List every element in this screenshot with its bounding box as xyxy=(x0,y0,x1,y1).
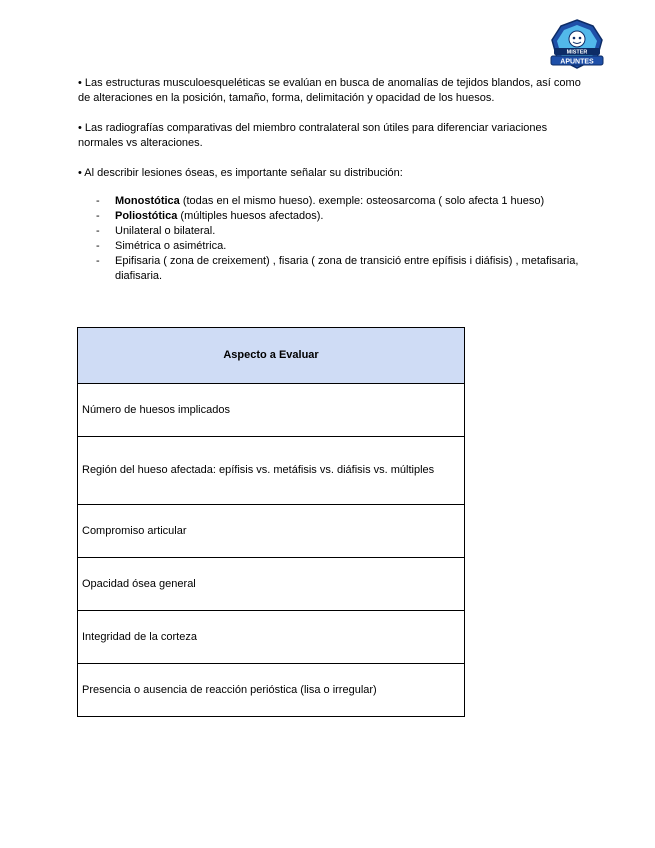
paragraph-musculoskeletal: • Las estructuras musculoesqueléticas se evalúan en busca de anomalías de tejidos blandos, así como de alteraciones en la posición, tamaño, forma, delimitación y opacidad de los huesos. xyxy=(78,77,581,104)
paragraph-comparative-radiographs: • Las radiografías comparativas del miembro contralateral son útiles para diferenciar variaciones normales vs alteraciones. xyxy=(78,122,548,149)
list-item: - Monostótica (todas en el mismo hueso). exemple: osteosarcoma ( solo afecta 1 hueso) xyxy=(96,195,545,207)
table-row: Opacidad ósea general xyxy=(78,557,464,610)
list-item: - Poliostótica (múltiples huesos afectados). xyxy=(96,210,324,222)
logo-text-line2: APUNTES xyxy=(560,58,594,66)
evaluation-table xyxy=(77,327,465,717)
table-row: Presencia o ausencia de reacción perióstica (lisa o irregular) xyxy=(78,663,464,716)
paragraph-distribution-intro: • Al describir lesiones óseas, es importante señalar su distribución: xyxy=(78,167,403,179)
logo-text-line1: MISTER xyxy=(566,49,588,56)
table-row: Número de huesos implicados xyxy=(78,383,464,436)
list-item: - Simétrica o asimétrica. xyxy=(96,240,227,252)
table-header: Aspecto a Evaluar xyxy=(78,328,464,383)
mister-apuntes-logo xyxy=(546,18,608,70)
table-row: Región del hueso afectada: epífisis vs. metáfisis vs. diáfisis vs. múltiples xyxy=(78,436,464,504)
table-row: Integridad de la corteza xyxy=(78,610,464,663)
list-item: - Unilateral o bilateral. xyxy=(96,225,216,237)
table-row: Compromiso articular xyxy=(78,504,464,557)
distribution-list xyxy=(96,194,596,284)
list-item: - Epifisaria ( zona de creixement) , fisaria ( zona de transició entre epífisis i diáfisis) , metafisaria, diafisaria. xyxy=(96,255,579,282)
